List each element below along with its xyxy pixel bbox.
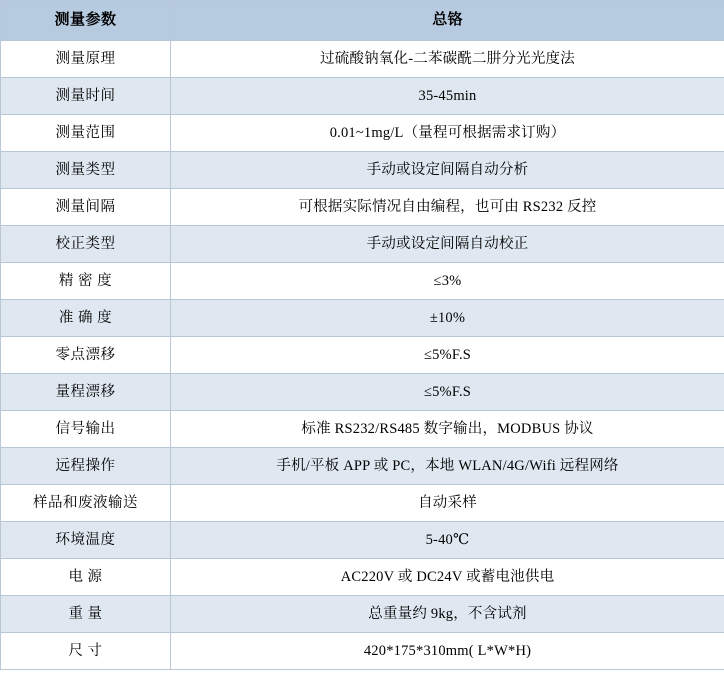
row-value: ≤3%	[171, 263, 724, 300]
header-cell-parameter: 测量参数	[1, 1, 171, 41]
table-row	[1, 41, 724, 78]
table-row	[1, 559, 724, 596]
row-label: 电 源	[1, 559, 171, 596]
row-label: 样品和废液输送	[1, 485, 171, 522]
table-row	[1, 263, 724, 300]
header-cell-value: 总铬	[171, 1, 724, 41]
row-value: 手动或设定间隔自动校正	[171, 226, 724, 263]
table-row	[1, 78, 724, 115]
row-value: AC220V 或 DC24V 或蓄电池供电	[171, 559, 724, 596]
row-label: 零点漂移	[1, 337, 171, 374]
row-value: ≤5%F.S	[171, 374, 724, 411]
row-value: 标准 RS232/RS485 数字输出，MODBUS 协议	[171, 411, 724, 448]
table-row	[1, 226, 724, 263]
row-value: ≤5%F.S	[171, 337, 724, 374]
table-row	[1, 374, 724, 411]
table-body	[1, 1, 724, 670]
row-value: 过硫酸钠氧化-二苯碳酰二肼分光光度法	[171, 41, 724, 78]
row-label: 信号输出	[1, 411, 171, 448]
table-row	[1, 448, 724, 485]
row-label: 远程操作	[1, 448, 171, 485]
table-row	[1, 115, 724, 152]
row-value: 手机/平板 APP 或 PC，本地 WLAN/4G/Wifi 远程网络	[171, 448, 724, 485]
row-label: 测量间隔	[1, 189, 171, 226]
table-row	[1, 300, 724, 337]
row-value: 0.01~1mg/L（量程可根据需求订购）	[171, 115, 724, 152]
row-label: 环境温度	[1, 522, 171, 559]
table-row	[1, 633, 724, 670]
row-value: 35-45min	[171, 78, 724, 115]
row-label: 测量范围	[1, 115, 171, 152]
table-row	[1, 522, 724, 559]
table-row	[1, 596, 724, 633]
row-value: 可根据实际情况自由编程，也可由 RS232 反控	[171, 189, 724, 226]
table-row	[1, 337, 724, 374]
table-row	[1, 152, 724, 189]
row-label: 量程漂移	[1, 374, 171, 411]
row-value: 总重量约 9kg，不含试剂	[171, 596, 724, 633]
row-label: 准 确 度	[1, 300, 171, 337]
row-value: 420*175*310mm( L*W*H)	[171, 633, 724, 670]
row-value: 5-40℃	[171, 522, 724, 559]
table-row	[1, 189, 724, 226]
row-label: 测量时间	[1, 78, 171, 115]
table-row	[1, 411, 724, 448]
row-value: ±10%	[171, 300, 724, 337]
row-value: 手动或设定间隔自动分析	[171, 152, 724, 189]
row-value: 自动采样	[171, 485, 724, 522]
row-label: 测量类型	[1, 152, 171, 189]
row-label: 精 密 度	[1, 263, 171, 300]
row-label: 测量原理	[1, 41, 171, 78]
row-label: 校正类型	[1, 226, 171, 263]
row-label: 重 量	[1, 596, 171, 633]
table-header-row	[1, 1, 724, 41]
table-row	[1, 485, 724, 522]
row-label: 尺 寸	[1, 633, 171, 670]
